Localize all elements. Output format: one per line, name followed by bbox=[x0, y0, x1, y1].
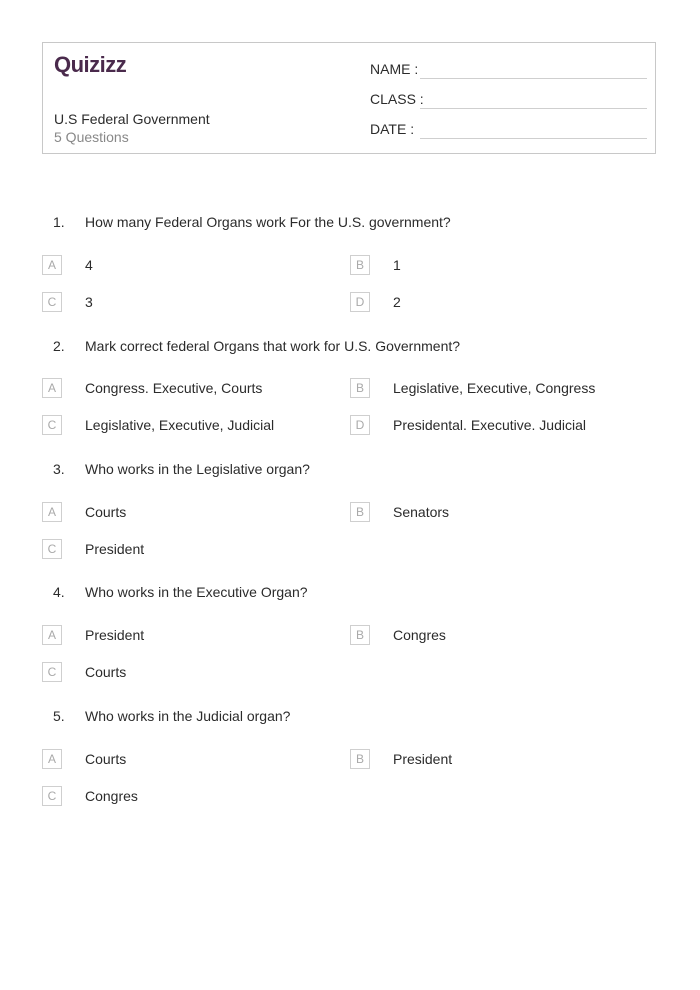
option-letter-box: A bbox=[42, 625, 62, 645]
option-text: Courts bbox=[85, 504, 127, 520]
worksheet-header bbox=[42, 42, 656, 154]
date-field bbox=[370, 119, 647, 139]
option-letter-box: C bbox=[42, 786, 62, 806]
question-text: Who works in the Legislative organ? bbox=[85, 461, 310, 477]
option-letter-box: C bbox=[42, 662, 62, 682]
option-text: Congres bbox=[85, 788, 138, 804]
option-letter-box: A bbox=[42, 502, 62, 522]
option-text: Legislative, Executive, Congress bbox=[393, 380, 596, 396]
option-text: 1 bbox=[393, 257, 401, 273]
option-text: Courts bbox=[85, 751, 127, 767]
question-count: 5 Questions bbox=[54, 129, 129, 145]
option-letter-box: C bbox=[42, 292, 62, 312]
date-line bbox=[420, 138, 647, 139]
name-label: NAME : bbox=[370, 61, 419, 77]
worksheet-title: U.S Federal Government bbox=[54, 111, 210, 127]
option-text: Presidental. Executive. Judicial bbox=[393, 417, 586, 433]
question-number: 3. bbox=[53, 461, 65, 477]
name-line bbox=[420, 78, 647, 79]
option-letter-box: C bbox=[42, 415, 62, 435]
option-letter-box: B bbox=[350, 502, 370, 522]
question-number: 1. bbox=[53, 214, 65, 230]
question-text: Mark correct federal Organs that work for U.S. Government? bbox=[85, 338, 461, 354]
question-number: 4. bbox=[53, 584, 65, 600]
option-text: President bbox=[85, 627, 145, 643]
option-text: Congress. Executive, Courts bbox=[85, 380, 263, 396]
question-text: Who works in the Judicial organ? bbox=[85, 708, 291, 724]
option-letter-box: B bbox=[350, 625, 370, 645]
option-text: Senators bbox=[393, 504, 450, 520]
option-letter-box: C bbox=[42, 539, 62, 559]
option-letter-box: B bbox=[350, 255, 370, 275]
date-label: DATE : bbox=[370, 121, 415, 137]
option-letter-box: D bbox=[350, 415, 370, 435]
option-letter-box: A bbox=[42, 749, 62, 769]
question-number: 5. bbox=[53, 708, 65, 724]
option-letter-box: B bbox=[350, 749, 370, 769]
question-number: 2. bbox=[53, 338, 65, 354]
option-letter-box: A bbox=[42, 255, 62, 275]
question-text: How many Federal Organs work For the U.S. government? bbox=[85, 214, 451, 230]
option-letter-box: A bbox=[42, 378, 62, 398]
option-letter-box: D bbox=[350, 292, 370, 312]
option-letter-box: B bbox=[350, 378, 370, 398]
option-text: Congres bbox=[393, 627, 446, 643]
name-field bbox=[370, 59, 647, 79]
option-text: Legislative, Executive, Judicial bbox=[85, 417, 275, 433]
quizizz-logo: Quizizz bbox=[54, 52, 127, 77]
option-text: 4 bbox=[85, 257, 93, 273]
class-label: CLASS : bbox=[370, 91, 424, 107]
option-text: President bbox=[393, 751, 453, 767]
class-line bbox=[420, 108, 647, 109]
question-text: Who works in the Executive Organ? bbox=[85, 584, 308, 600]
option-text: Courts bbox=[85, 664, 127, 680]
option-text: President bbox=[85, 541, 145, 557]
class-field bbox=[370, 89, 647, 109]
option-text: 3 bbox=[85, 294, 93, 310]
option-text: 2 bbox=[393, 294, 401, 310]
